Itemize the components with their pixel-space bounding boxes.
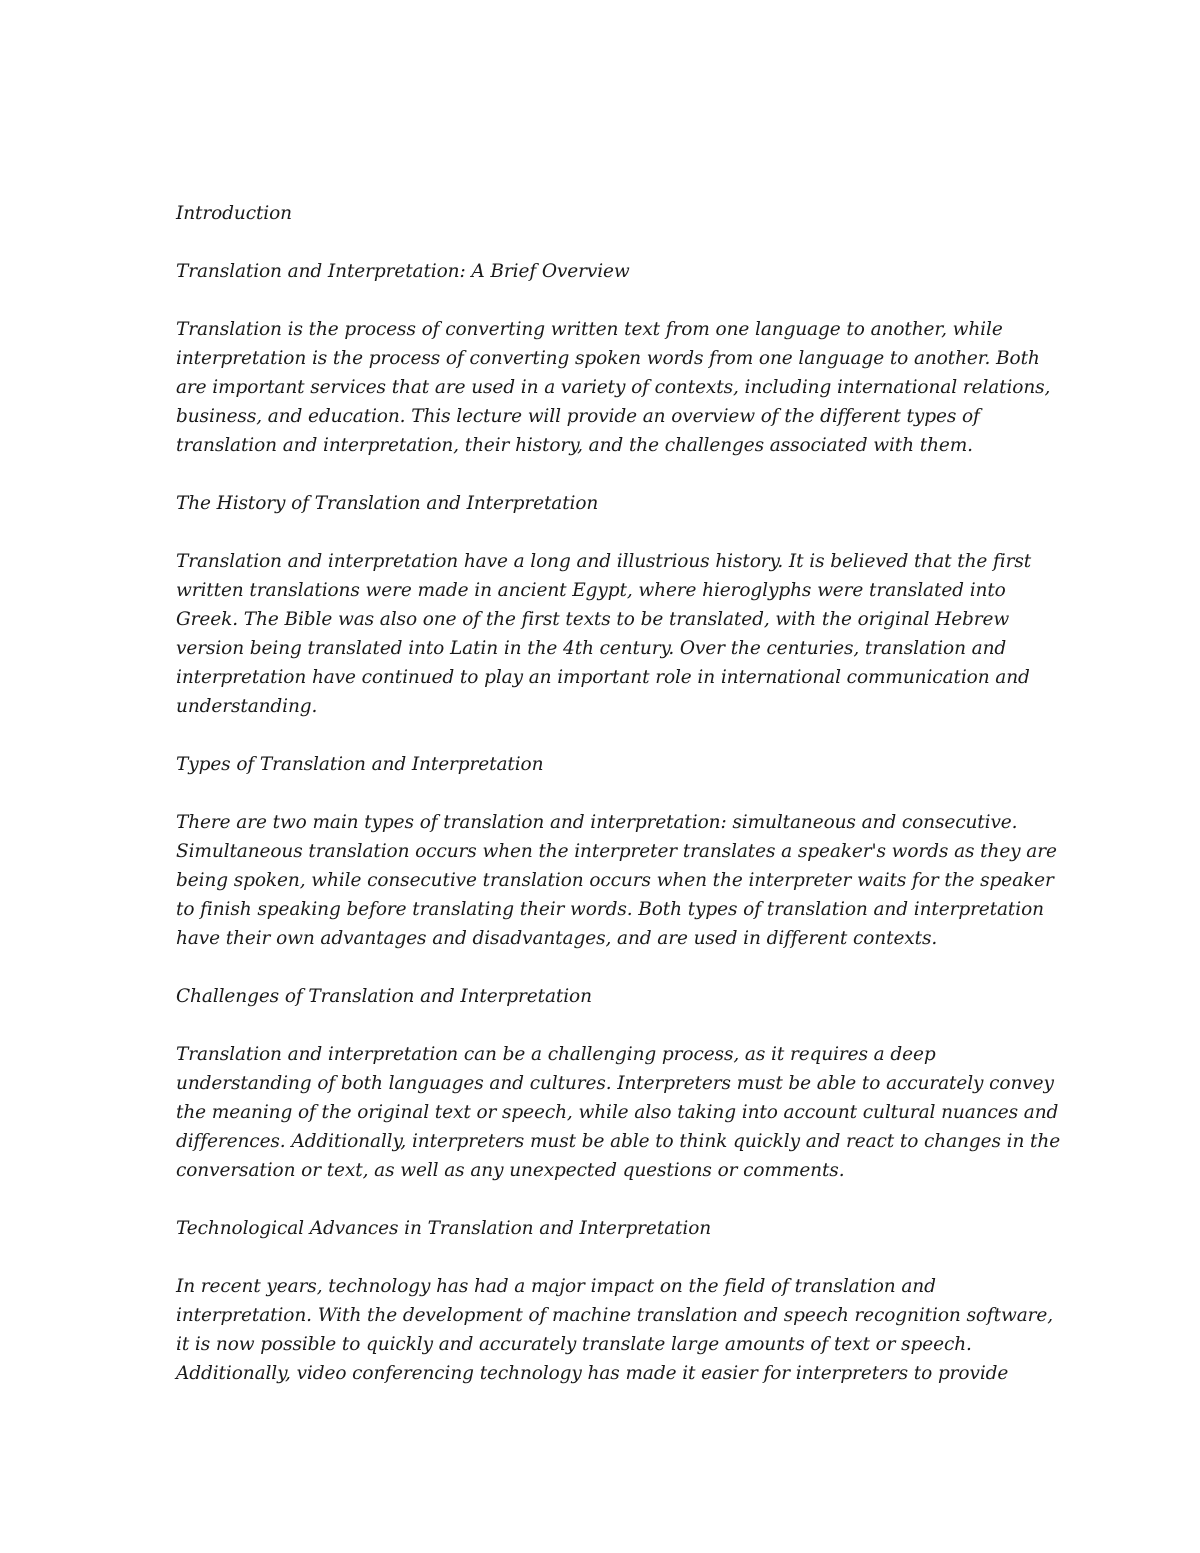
paragraph-line: version being translated into Latin in the 4th century. Over the centuries, translation and [176,638,1007,659]
paragraph-spacer [176,460,1036,489]
body-paragraph [176,1040,1061,1185]
paragraph-line: Translation and interpretation have a long and illustrious history. It is believed that the first [176,551,1032,572]
section-heading [176,489,1036,518]
paragraph-line: understanding of both languages and cultures. Interpreters must be able to accurately convey [176,1073,1054,1094]
heading-text: Introduction [176,203,292,224]
paragraph-line: interpretation is the process of converting spoken words from one language to another. Both [176,348,1040,369]
heading-text: Challenges of Translation and Interpretation [176,986,592,1007]
paragraph-line: to finish speaking before translating their words. Both types of translation and interpretation [176,899,1044,920]
body-paragraph [176,315,1051,460]
paragraph-spacer [176,1185,1036,1214]
paragraph-line: written translations were made in ancient Egypt, where hieroglyphs were translated into [176,580,1006,601]
section-heading [176,199,1036,228]
paragraph-line: interpretation have continued to play an important role in international communication and [176,667,1030,688]
paragraph-spacer [176,1243,1036,1272]
body-paragraph [176,547,1036,721]
paragraph-line: Additionally, video conferencing technology has made it easier for interpreters to provide [176,1363,1009,1384]
paragraph-line: the meaning of the original text or speech, while also taking into account cultural nuances and [176,1102,1059,1123]
paragraph-spacer [176,779,1036,808]
body-paragraph [176,808,1057,953]
paragraph-line: translation and interpretation, their history, and the challenges associated with them. [176,435,973,456]
paragraph-line: interpretation. With the development of machine translation and speech recognition software, [176,1305,1054,1326]
heading-text: Translation and Interpretation: A Brief Overview [176,261,630,282]
paragraph-line: Translation is the process of converting written text from one language to another, while [176,319,1003,340]
paragraph-spacer [176,953,1036,982]
paragraph-line: conversation or text, as well as any unexpected questions or comments. [176,1160,845,1181]
paragraph-spacer [176,228,1036,257]
heading-text: The History of Translation and Interpretation [176,493,599,514]
paragraph-line: have their own advantages and disadvantages, and are used in different contexts. [176,928,938,949]
section-heading [176,750,1036,779]
paragraph-line: In recent years, technology has had a major impact on the field of translation and [176,1276,936,1297]
paragraph-line: understanding. [176,696,318,717]
section-heading [176,982,1036,1011]
paragraph-line: differences. Additionally, interpreters must be able to think quickly and react to changes in the [176,1131,1061,1152]
heading-text: Technological Advances in Translation and Interpretation [176,1218,712,1239]
paragraph-spacer [176,1011,1036,1040]
paragraph-line: being spoken, while consecutive translation occurs when the interpreter waits for the speaker [176,870,1054,891]
paragraph-line: Simultaneous translation occurs when the interpreter translates a speaker's words as they are [176,841,1057,862]
paragraph-line: it is now possible to quickly and accurately translate large amounts of text or speech. [176,1334,972,1355]
paragraph-spacer [176,286,1036,315]
document-page [176,199,1061,1388]
body-paragraph [176,1272,1054,1388]
paragraph-line: Greek. The Bible was also one of the first texts to be translated, with the original Hebrew [176,609,1010,630]
section-heading [176,257,1036,286]
paragraph-line: are important services that are used in a variety of contexts, including international relations, [176,377,1051,398]
paragraph-line: business, and education. This lecture will provide an overview of the different types of [176,406,980,427]
section-heading [176,1214,1036,1243]
heading-text: Types of Translation and Interpretation [176,754,544,775]
paragraph-line: Translation and interpretation can be a challenging process, as it requires a deep [176,1044,936,1065]
paragraph-spacer [176,518,1036,547]
paragraph-line: There are two main types of translation and interpretation: simultaneous and consecutive. [176,812,1018,833]
paragraph-spacer [176,721,1036,750]
